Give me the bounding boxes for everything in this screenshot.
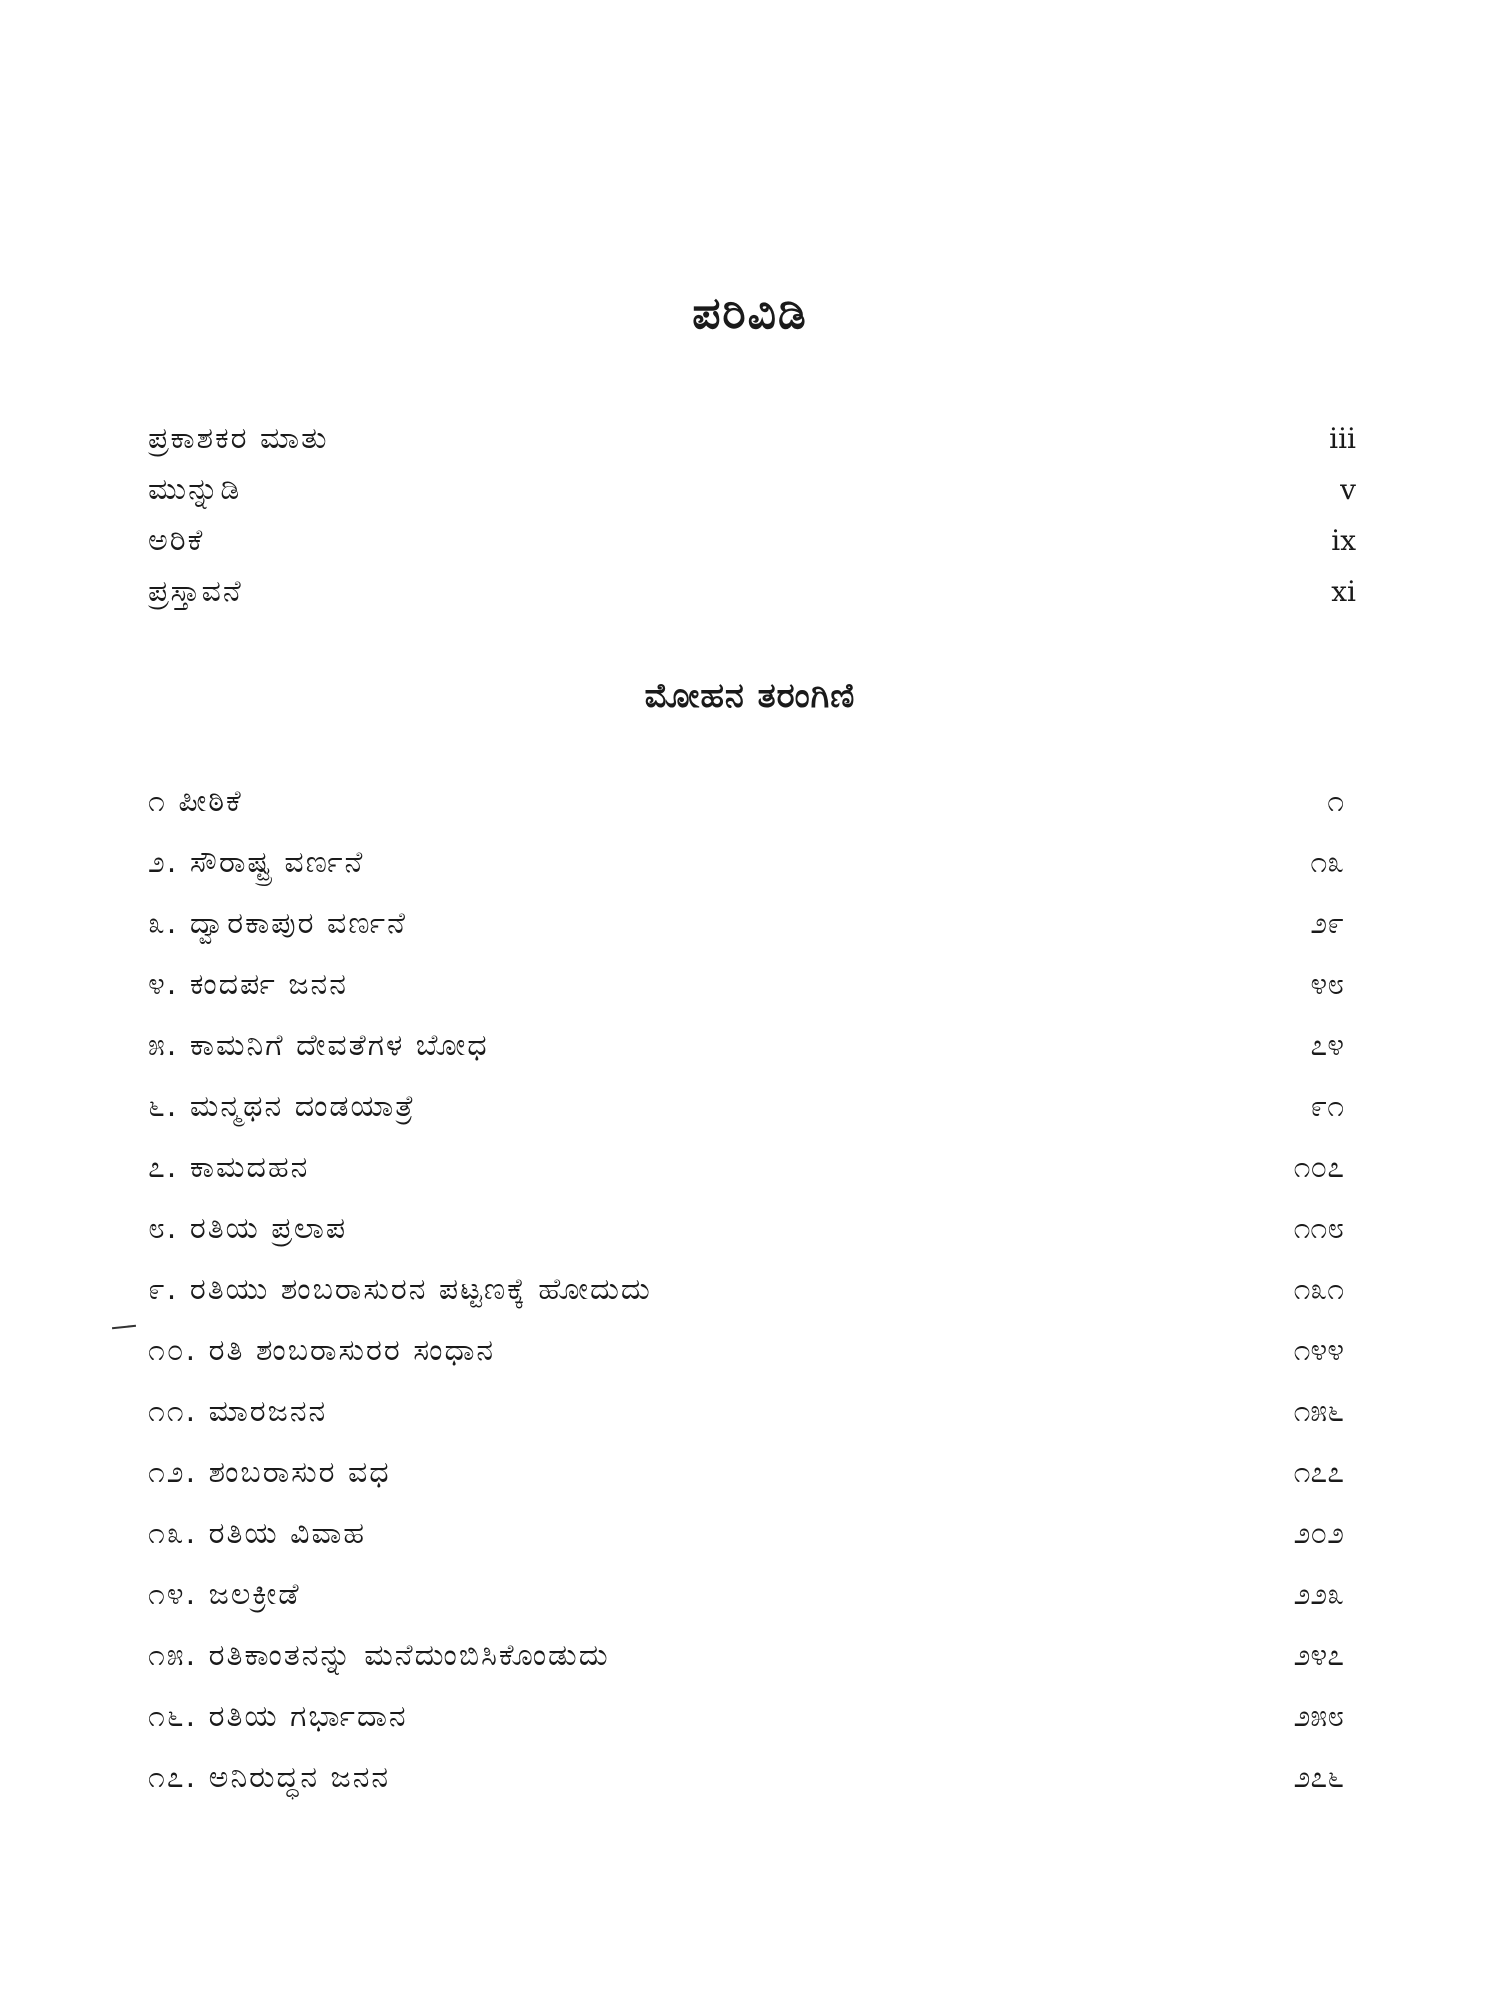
chapter-page: ೧೫೬: [1293, 1393, 1344, 1429]
chapter-label: ೧ ಪೀಠಿಕೆ: [148, 783, 243, 819]
chapter-label: ೧೫. ರತಿಕಾಂತನನ್ನು ಮನೆದುಂಬಿಸಿಕೊಂಡುದು: [148, 1637, 610, 1673]
front-matter-label: ಮುನ್ನುಡಿ: [148, 471, 242, 507]
chapter-page: ೧೩೧: [1293, 1271, 1344, 1307]
chapter-label: ೧೧. ಮಾರಜನನ: [148, 1393, 328, 1429]
chapter-label: ೩. ದ್ವಾರಕಾಪುರ ವರ್ಣನೆ: [148, 905, 407, 941]
chapter-row: [148, 1448, 1358, 1496]
chapter-label: ೫. ಕಾಮನಿಗೆ ದೇವತೆಗಳ ಬೋಧ: [148, 1027, 489, 1063]
chapter-label: ೧೬. ರತಿಯ ಗರ್ಭಾದಾನ: [148, 1698, 408, 1734]
front-matter-label: ಪ್ರಕಾಶಕರ ಮಾತು: [148, 420, 329, 456]
chapter-label: ೧೪. ಜಲಕ್ರೀಡೆ: [148, 1576, 301, 1612]
front-matter-label: ಅರಿಕೆ: [148, 522, 205, 558]
chapter-page: ೧೪೪: [1293, 1332, 1344, 1368]
chapter-page: ೨೫೮: [1293, 1698, 1344, 1734]
chapter-label: ೨. ಸೌರಾಷ್ಟ್ರ ವರ್ಣನೆ: [148, 844, 365, 880]
chapter-label: ೬. ಮನ್ಮಥನ ದಂಡಯಾತ್ರೆ: [148, 1088, 416, 1124]
chapter-row: [148, 1082, 1358, 1130]
chapter-row: [148, 1265, 1358, 1313]
front-matter-page: v: [1340, 472, 1356, 506]
chapter-row: [148, 1631, 1358, 1679]
chapter-page: ೧೩: [1310, 844, 1344, 880]
chapter-row: [148, 1143, 1358, 1191]
chapter-label: ೭. ಕಾಮದಹನ: [148, 1149, 310, 1185]
chapter-label: ೯. ರತಿಯು ಶಂಬರಾಸುರನ ಪಟ್ಟಣಕ್ಕೆ ಹೋದುದು: [148, 1271, 652, 1307]
page-title: ಪರಿವಿಡಿ: [692, 288, 808, 339]
chapter-page: ೧೦೭: [1293, 1149, 1344, 1185]
front-matter-page: iii: [1329, 421, 1356, 455]
chapter-row: [148, 1692, 1358, 1740]
chapter-page: ೧೧೮: [1293, 1210, 1344, 1246]
chapter-page: ೨೪೭: [1293, 1637, 1344, 1673]
front-matter-row: [148, 465, 1358, 513]
chapter-label: ೧೭. ಅನಿರುದ್ಧನ ಜನನ: [148, 1759, 391, 1795]
ink-mark: [112, 1325, 136, 1329]
chapter-page: ೭೪: [1310, 1027, 1344, 1063]
section-title: ಮೋಹನ ತರಂಗಿಣಿ: [644, 676, 856, 716]
front-matter-page: ix: [1331, 523, 1356, 557]
front-matter-label: ಪ್ರಸ್ತಾವನೆ: [148, 573, 243, 609]
chapter-label: ೮. ರತಿಯ ಪ್ರಲಾಪ: [148, 1210, 348, 1246]
chapter-label: ೧೨. ಶಂಬರಾಸುರ ವಧ: [148, 1454, 391, 1490]
chapter-row: [148, 1387, 1358, 1435]
chapter-label: ೪. ಕಂದರ್ಪ ಜನನ: [148, 966, 348, 1002]
chapter-row: [148, 1326, 1358, 1374]
chapter-page: ೯೧: [1310, 1088, 1344, 1124]
front-matter-row: [148, 414, 1358, 462]
chapter-row: [148, 1509, 1358, 1557]
chapter-page: ೨೭೬: [1293, 1759, 1344, 1795]
chapter-row: [148, 899, 1358, 947]
chapter-label: ೧೩. ರತಿಯ ವಿವಾಹ: [148, 1515, 367, 1551]
chapter-page: ೪೮: [1310, 966, 1344, 1002]
chapter-row: [148, 1753, 1358, 1801]
chapter-row: [148, 1570, 1358, 1618]
chapter-row: [148, 838, 1358, 886]
chapter-row: [148, 1021, 1358, 1069]
front-matter-row: [148, 567, 1358, 615]
chapter-label: ೧೦. ರತಿ ಶಂಬರಾಸುರರ ಸಂಧಾನ: [148, 1332, 496, 1368]
chapter-row: [148, 1204, 1358, 1252]
chapter-page: ೨೯: [1310, 905, 1344, 941]
chapter-page: ೧೭೭: [1293, 1454, 1344, 1490]
chapter-page: ೨೨೩: [1293, 1576, 1344, 1612]
chapter-page: ೧: [1327, 783, 1344, 819]
chapter-row: [148, 960, 1358, 1008]
chapter-page: ೨೦೨: [1293, 1515, 1344, 1551]
chapter-row: [148, 777, 1358, 825]
front-matter-page: xi: [1331, 574, 1356, 608]
front-matter-row: [148, 516, 1358, 564]
